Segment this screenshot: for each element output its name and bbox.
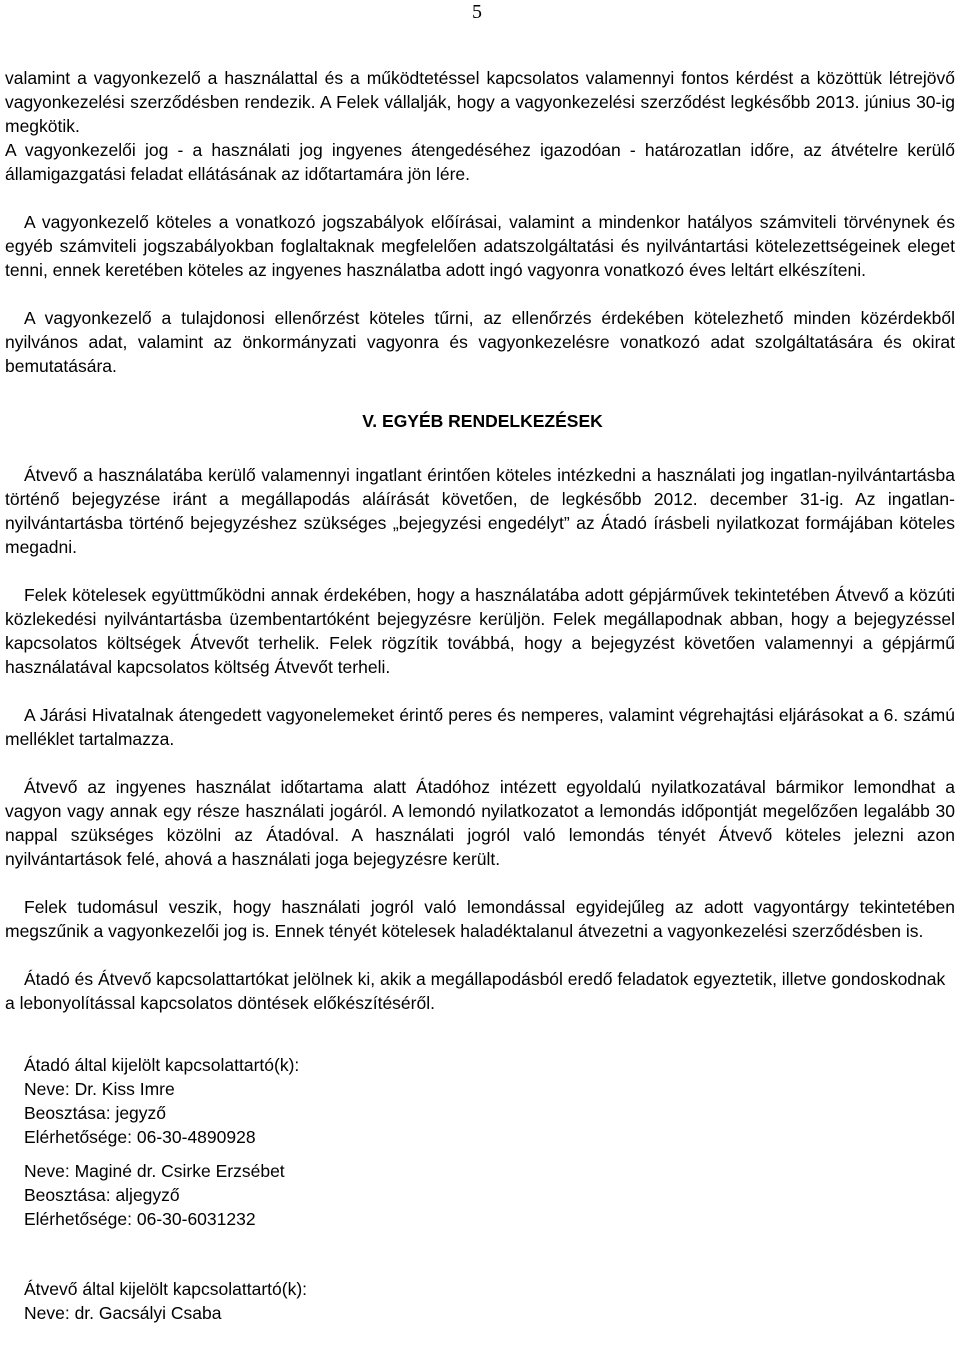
- paragraph-ingatlan-nyilvantartas: Átvevő a használatába kerülő valamennyi ingatlant érintően köteles intézkedni a használati jog ingatlan-nyilvántartásba történő bejegyzése iránt a megállapodás aláírását követően, de legkésőbb 2012. december 31-ig. Az ingatlan-nyilvántartásba történő bejegyzéshez szükséges „bejegyzési engedélyt” az Átadó írásbeli nyilatkozat formájában köteles megadni.: [5, 465, 955, 557]
- paragraph-peres-eljarasok: A Járási Hivatalnak átengedett vagyonelemeket érintő peres és nemperes, valamint végrehajtási eljárásokat a 6. számú melléklet tartalmazza.: [5, 705, 955, 749]
- paragraph-ellenorzes: A vagyonkezelő a tulajdonosi ellenőrzést köteles tűrni, az ellenőrzés érdekében kötelezhető minden közérdekből nyilvános adat, valamint az önkormányzati vagyonra és vagyonkezelésre vonatkozó adat szolgáltatására és okirat bemutatására.: [5, 308, 955, 376]
- contact-phone: Elérhetősége: 06-30-6031232: [24, 1209, 256, 1229]
- paragraph-lemondas: Átvevő az ingyenes használat időtartama alatt Átadóhoz intézett egyoldalú nyilatkozatával bármikor lemondhat a vagyon vagy annak egy része használati jogáról. A lemondó nyilatkozatot a lemondás időpontját megelőzően legalább 30 nappal szükséges közölni az Átadóval. A használati jogról való lemondás tényét Átvevő köteles jelezni azon nyilvántartások felé, ahová a használati joga bejegyzésre került.: [5, 777, 955, 869]
- paragraph-intro: valamint a vagyonkezelő a használattal és a működtetéssel kapcsolatos valamennyi fontos kérdést a közöttük létrejövő vagyonkezelési szerződésben rendezik. A Felek vállalják, hogy a vagyonkezelési szerződést legkésőbb 2013. június 30-ig megkötik.: [5, 68, 955, 136]
- contact-phone: Elérhetősége: 06-30-4890928: [24, 1127, 256, 1147]
- paragraph-gepjarmuvek: Felek kötelesek együttműködni annak érdekében, hogy a használatába adott gépjárművek tekintetében Átvevő a közúti közlekedési nyilvántartásba üzembentartóként bejegyzésre kerüljön. Felek megállapodnak abban, hogy a bejegyzéssel kapcsolatos költségek Átvevőt terhelik. Felek rögzítik továbbá, hogy a bejegyzést követően valamennyi a gépjármű használatával kapcsolatos költség Átvevőt terheli.: [5, 585, 955, 677]
- atvevo-contacts-heading: Átvevő által kijelölt kapcsolattartó(k):: [24, 1279, 308, 1299]
- contact-name: Neve: Dr. Kiss Imre: [24, 1079, 175, 1099]
- paragraph-vagyonkezeloi-jog-megszunese: Felek tudomásul veszik, hogy használati jogról való lemondással egyidejűleg az adott vagyontárgy tekintetében megszűnik a vagyonkezelői jog is. Ennek tényét kötelesek haladéktalanul átvezetni a vagyonkezelési szerződésben is.: [5, 897, 955, 941]
- atado-contacts-heading: Átadó által kijelölt kapcsolattartó(k):: [24, 1055, 300, 1075]
- contact-position: Beosztása: jegyző: [24, 1103, 167, 1123]
- paragraph-kapcsolattartok: Átadó és Átvevő kapcsolattartókat jelölnek ki, akik a megállapodásból eredő feladatok egyeztetik, illetve gondoskodnak a lebonyolítással kapcsolatos döntések előkészítéséről.: [5, 969, 946, 1013]
- page-number: 5: [472, 1, 482, 23]
- contact-name: Neve: dr. Gacsályi Csaba: [24, 1303, 222, 1323]
- paragraph-vagyonkezeloi-jog: A vagyonkezelői jog - a használati jog ingyenes átengedéséhez igazodóan - határozatlan időre, az átvételre kerülő államigazgatási feladat ellátásának az időtartamára jön lére.: [5, 140, 955, 184]
- contact-name: Neve: Maginé dr. Csirke Erzsébet: [24, 1161, 285, 1181]
- paragraph-adatszolgaltatas: A vagyonkezelő köteles a vonatkozó jogszabályok előírásai, valamint a mindenkor hatályos számviteli törvénynek és egyéb számviteli jogszabályokban foglaltaknak megfelelően adatszolgáltatási és nyilvántartási kötelezettségeinek eleget tenni, ennek keretében köteles az ingyenes használatba adott ingó vagyonra vonatkozó éves leltárt elkészíteni.: [5, 212, 955, 280]
- contact-position: Beosztása: aljegyző: [24, 1185, 180, 1205]
- section-heading: V. EGYÉB RENDELKEZÉSEK: [362, 411, 603, 431]
- contacts-block: [5, 1053, 955, 1325]
- document-body: [5, 66, 955, 1325]
